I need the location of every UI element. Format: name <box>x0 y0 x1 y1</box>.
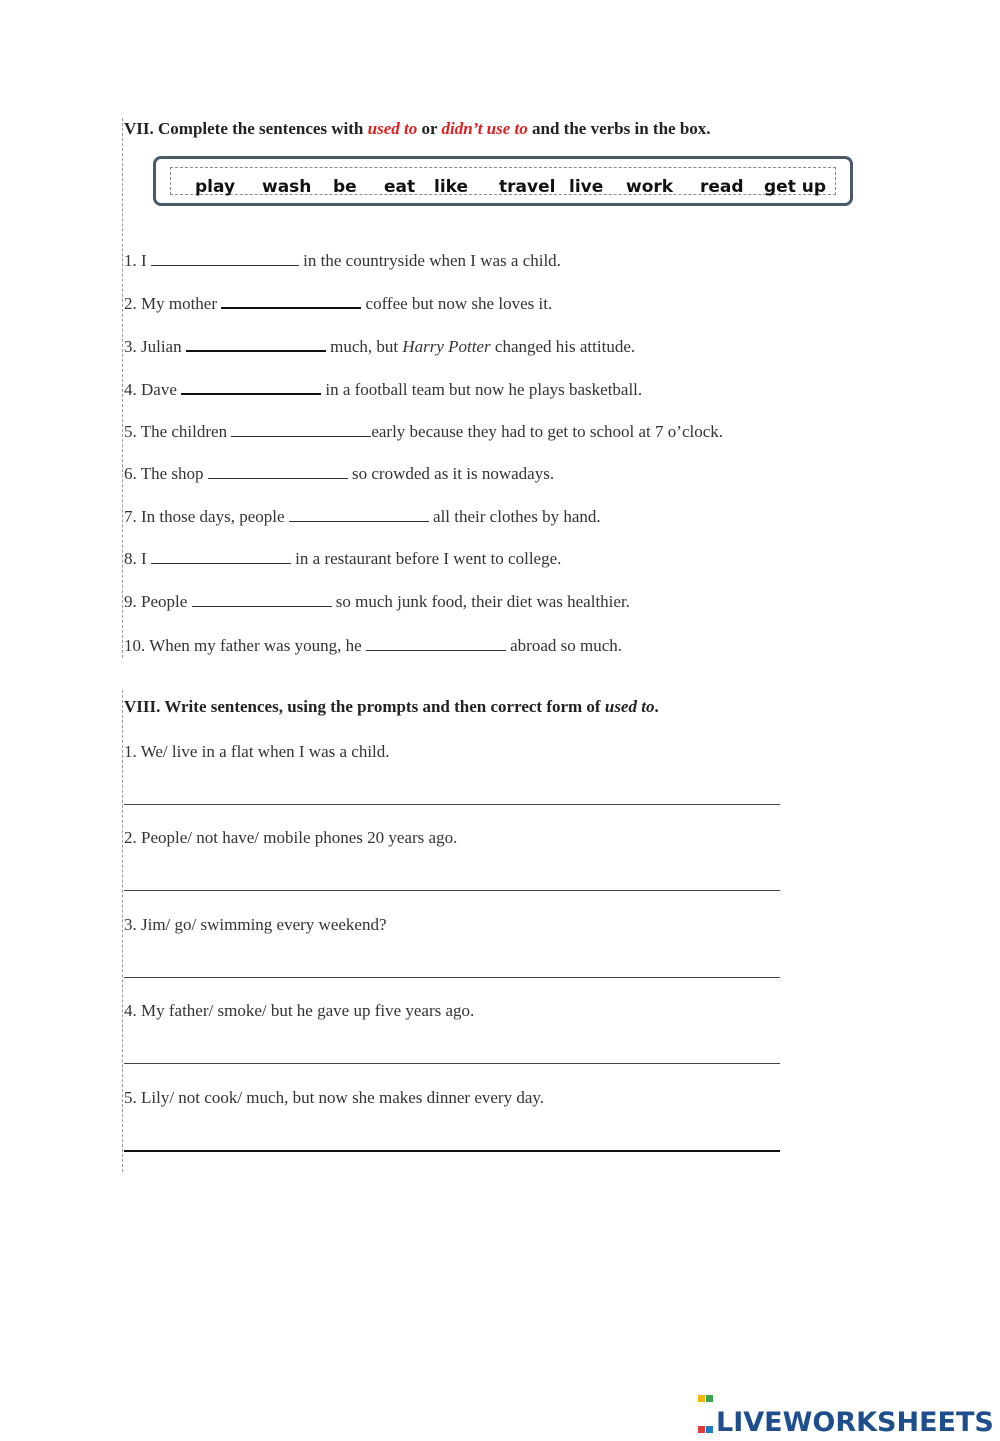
exercise-7-item: 9. People so much junk food, their diet was healthier. <box>124 592 630 611</box>
exercise-7-item: 7. In those days, people all their clothes by hand. <box>124 507 601 526</box>
margin-line <box>122 118 123 658</box>
answer-line[interactable] <box>124 890 780 891</box>
word-work: work <box>626 177 674 197</box>
answer-line[interactable] <box>124 1150 780 1152</box>
exercise-7-item: 5. The children early because they had to get to school at 7 o’clock. <box>124 422 724 441</box>
answer-blank[interactable] <box>186 336 326 352</box>
section-7-heading: VII. Complete the sentences with used to or didn’t use to and the verbs in the box. <box>124 119 711 138</box>
exercise-7-item: 2. My mother coffee but now she loves it. <box>124 294 553 313</box>
didnt-use-to-keyword: didn’t use to <box>441 119 528 138</box>
answer-blank[interactable] <box>151 251 299 266</box>
answer-blank[interactable] <box>231 422 371 437</box>
answer-blank[interactable] <box>221 293 361 309</box>
answer-line[interactable] <box>124 1063 780 1064</box>
liveworksheets-logo <box>698 1379 994 1441</box>
word-read: read <box>700 177 744 197</box>
word-live: live <box>569 177 604 197</box>
used-to-keyword: used to <box>604 697 655 716</box>
exercise-8-prompt: 2. People/ not have/ mobile phones 20 years ago. <box>124 828 458 847</box>
word-eat: eat <box>384 177 416 197</box>
word-like: like <box>434 177 469 197</box>
exercise-8-prompt: 4. My father/ smoke/ but he gave up five years ago. <box>124 1001 475 1020</box>
section-8-heading: VIII. Write sentences, using the prompts and then correct form of used to. <box>124 697 659 716</box>
exercise-7-item: 6. The shop so crowded as it is nowadays. <box>124 464 555 483</box>
exercise-7-item: 3. Julian much, but Harry Potter changed his attitude. <box>124 337 636 356</box>
margin-line <box>122 690 123 1172</box>
logo-text: LIVEWORKSHEETS <box>716 1407 994 1438</box>
logo-icon <box>698 1379 714 1441</box>
exercise-7-item: 8. I in a restaurant before I went to college. <box>124 549 562 568</box>
answer-blank[interactable] <box>181 379 321 395</box>
exercise-8-prompt: 5. Lily/ not cook/ much, but now she makes dinner every day. <box>124 1088 545 1107</box>
word-box-inner <box>170 167 836 195</box>
used-to-keyword: used to <box>367 119 418 138</box>
answer-blank[interactable] <box>192 592 332 607</box>
answer-line[interactable] <box>124 977 780 978</box>
exercise-8-prompt: 1. We/ live in a flat when I was a child. <box>124 742 390 761</box>
exercise-7-item: 1. I in the countryside when I was a child. <box>124 251 561 270</box>
answer-line[interactable] <box>124 804 780 805</box>
word-be: be <box>333 177 357 197</box>
answer-blank[interactable] <box>208 464 348 479</box>
word-box <box>153 156 853 206</box>
answer-blank[interactable] <box>366 636 506 651</box>
book-title: Harry Potter <box>402 337 491 356</box>
exercise-8-prompt: 3. Jim/ go/ swimming every weekend? <box>124 915 387 934</box>
answer-blank[interactable] <box>289 507 429 522</box>
word-wash: wash <box>262 177 312 197</box>
word-get-up: get up <box>764 177 827 197</box>
exercise-7-item: 10. When my father was young, he abroad so much. <box>124 636 623 655</box>
word-play: play <box>195 177 236 197</box>
answer-blank[interactable] <box>151 549 291 564</box>
word-travel: travel <box>499 177 556 197</box>
exercise-7-item: 4. Dave in a football team but now he plays basketball. <box>124 380 643 399</box>
